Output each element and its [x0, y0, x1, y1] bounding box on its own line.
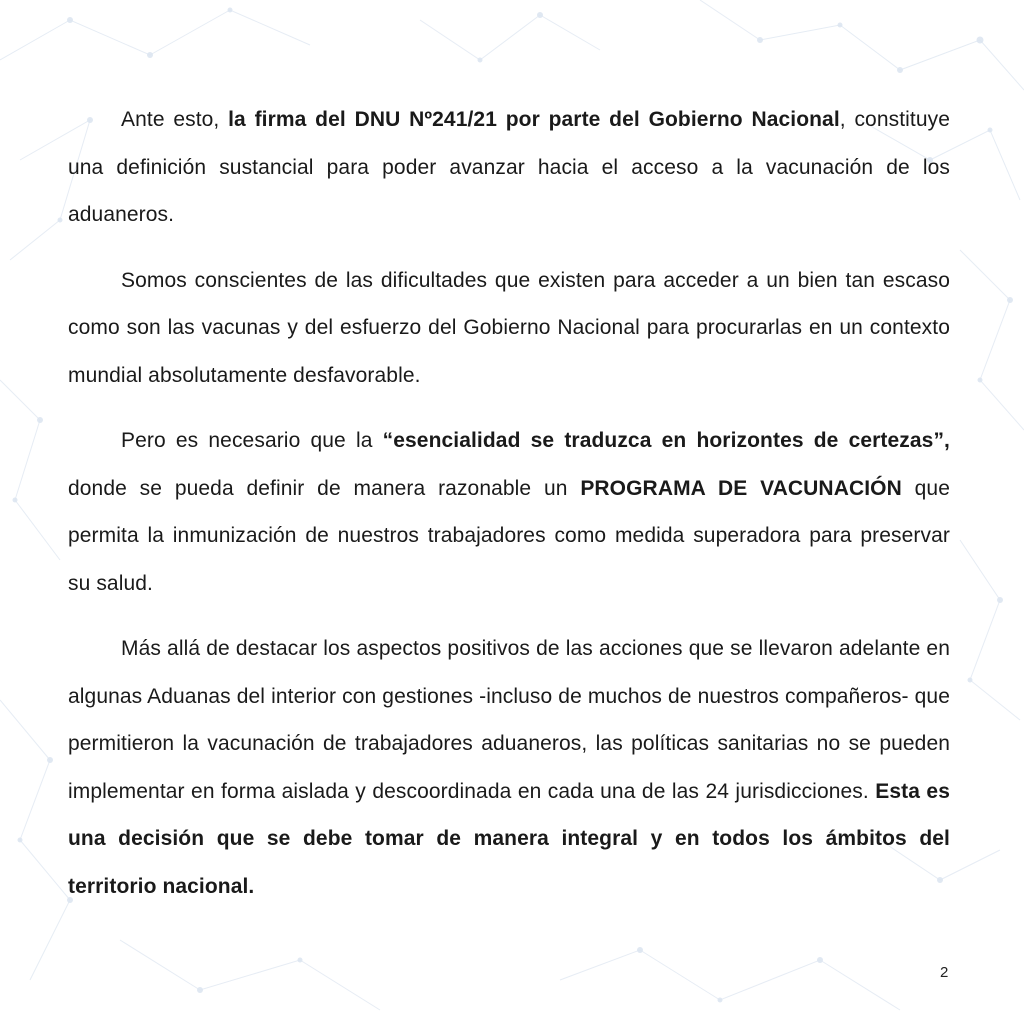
text-segment: Pero es necesario que la — [121, 429, 383, 452]
text-segment: Ante esto, — [121, 108, 229, 131]
text-segment: , constituye una definición sustancial para poder avanzar hacia el acceso a la vacunación de los aduaneros. — [68, 108, 951, 226]
text-segment: que permita la inmunización de nuestros trabajadores como medida superadora para preservar su salud. — [68, 476, 950, 595]
document-body — [68, 96, 950, 928]
paragraph-1 — [68, 96, 950, 239]
page-number: 2 — [940, 964, 949, 981]
paragraph-3 — [68, 417, 950, 607]
bold-text-segment: “esencialidad se traduzca en horizontes de certezas”, — [382, 429, 950, 452]
bold-text-segment: Esta es una decisión que se debe tomar de manera integral y en todos los ámbitos del territorio nacional. — [68, 779, 950, 898]
paragraph-4 — [68, 625, 950, 910]
paragraph-2 — [68, 257, 950, 400]
bold-text-segment: la firma del DNU Nº241/21 por parte del Gobierno Nacional — [228, 108, 840, 131]
text-segment: Más allá de destacar los aspectos positivos de las acciones que se llevaron adelante en algunas Aduanas del interior con gestiones -incluso de muchos de nuestros compañeros- que permitieron la vacunación de trabajadores aduaneros, las políticas sanitarias no se pueden implementar en forma aislada y descoordinada en cada una de las 24 jurisdicciones. — [68, 637, 950, 803]
bold-text-segment: PROGRAMA DE VACUNACIÓN — [580, 476, 902, 500]
text-segment: donde se pueda definir de manera razonable un — [68, 476, 581, 500]
text-segment: Somos conscientes de las dificultades que existen para acceder a un bien tan escaso como son las vacunas y del esfuerzo del Gobierno Nacional para procurarlas en un contexto mundial absolutamente desfavorable. — [68, 268, 950, 387]
